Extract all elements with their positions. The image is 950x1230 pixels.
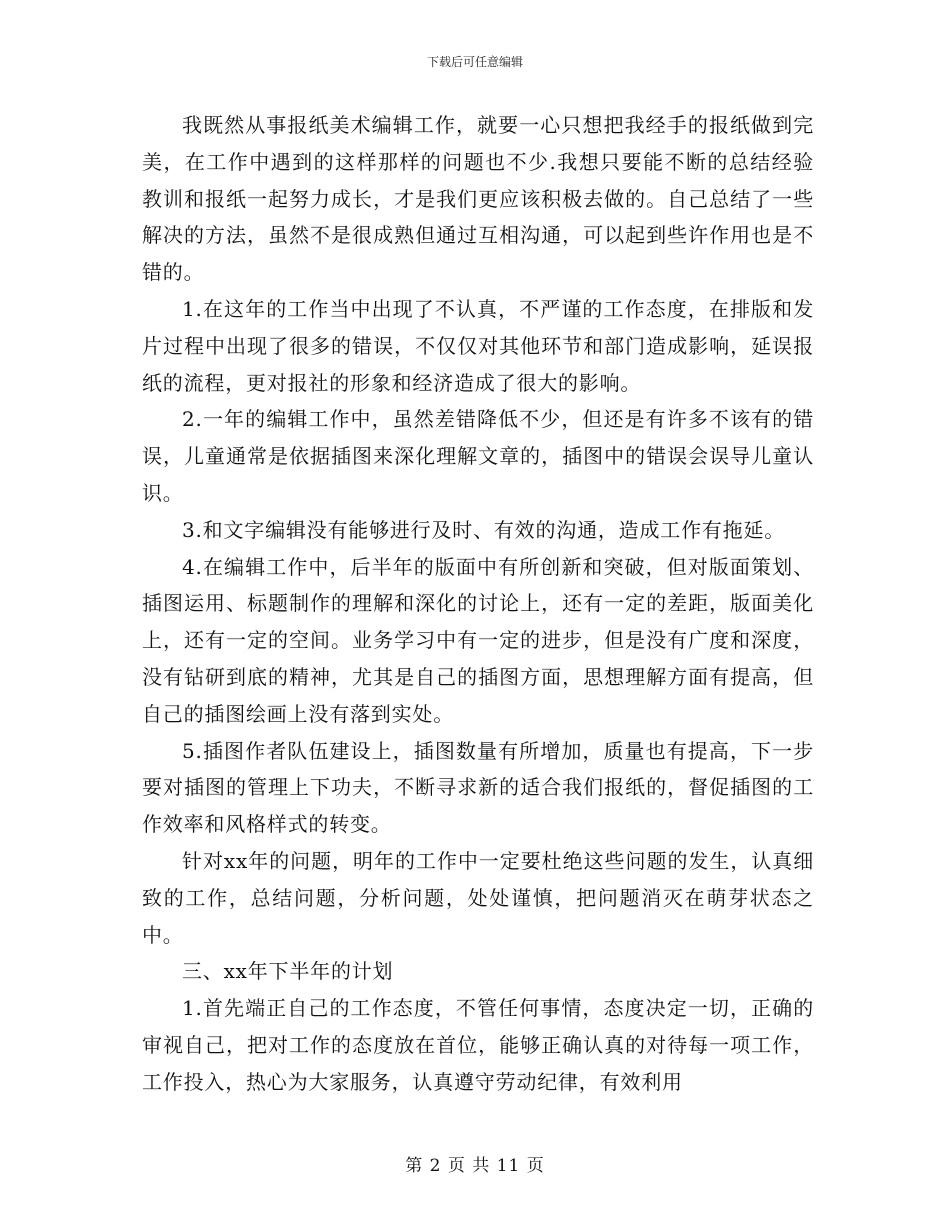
paragraph-summary: 针对xx年的问题，明年的工作中一定要杜绝这些问题的发生，认真细致的工作，总结问题，分析问题，处处谨慎，把问题消灭在萌芽状态之中。 [142,848,814,947]
paragraph-intro: 我既然从事报纸美术编辑工作，就要一心只想把我经手的报纸做到完美，在工作中遇到的这样那样的问题也不少.我想只要能不断的总结经验教训和报纸一起努力成长，才是我们更应该积极去做的。自己总结了一些解决的方法，虽然不是很成熟但通过互相沟通，可以起到些许作用也是不错的。 [142,113,814,285]
paragraph-item-5: 5.插图作者队伍建设上，插图数量有所增加，质量也有提高，下一步要对插图的管理上下功夫，不断寻求新的适合我们报纸的，督促插图的工作效率和风格样式的转变。 [142,738,814,837]
page-footer: 第 2 页 共 11 页 [405,1156,545,1176]
paragraph-item-4: 4.在编辑工作中，后半年的版面中有所创新和突破，但对版面策划、插图运用、标题制作的理解和深化的讨论上，还有一定的差距，版面美化上，还有一定的空间。业务学习中有一定的进步，但是没有广度和深度，没有钻研到底的精神，尤其是自己的插图方面，思想理解方面有提高，但自己的插图绘画上没有落到实处。 [142,554,814,726]
document-body [142,107,814,1101]
page-header: 下载后可任意编辑 [426,55,523,69]
paragraph-item-1: 1.在这年的工作当中出现了不认真，不严谨的工作态度，在排版和发片过程中出现了很多的错误，不仅仅对其他环节和部门造成影响，延误报纸的流程，更对报社的形象和经济造成了很大的影响。 [142,296,814,395]
paragraph-item-3: 3.和文字编辑没有能够进行及时、有效的沟通，造成工作有拖延。 [182,517,786,542]
section-heading-plan: 三、xx年下半年的计划 [182,959,394,984]
paragraph-plan-1: 1.首先端正自己的工作态度，不管任何事情，态度决定一切，正确的审视自己，把对工作的态度放在首位，能够正确认真的对待每一项工作，工作投入，热心为大家服务，认真遵守劳动纪律，有效利用 [142,996,814,1094]
paragraph-item-2: 2.一年的编辑工作中，虽然差错降低不少，但还是有许多不该有的错误，儿童通常是依据插图来深化理解文章的，插图中的错误会误导儿童认识。 [142,407,814,505]
